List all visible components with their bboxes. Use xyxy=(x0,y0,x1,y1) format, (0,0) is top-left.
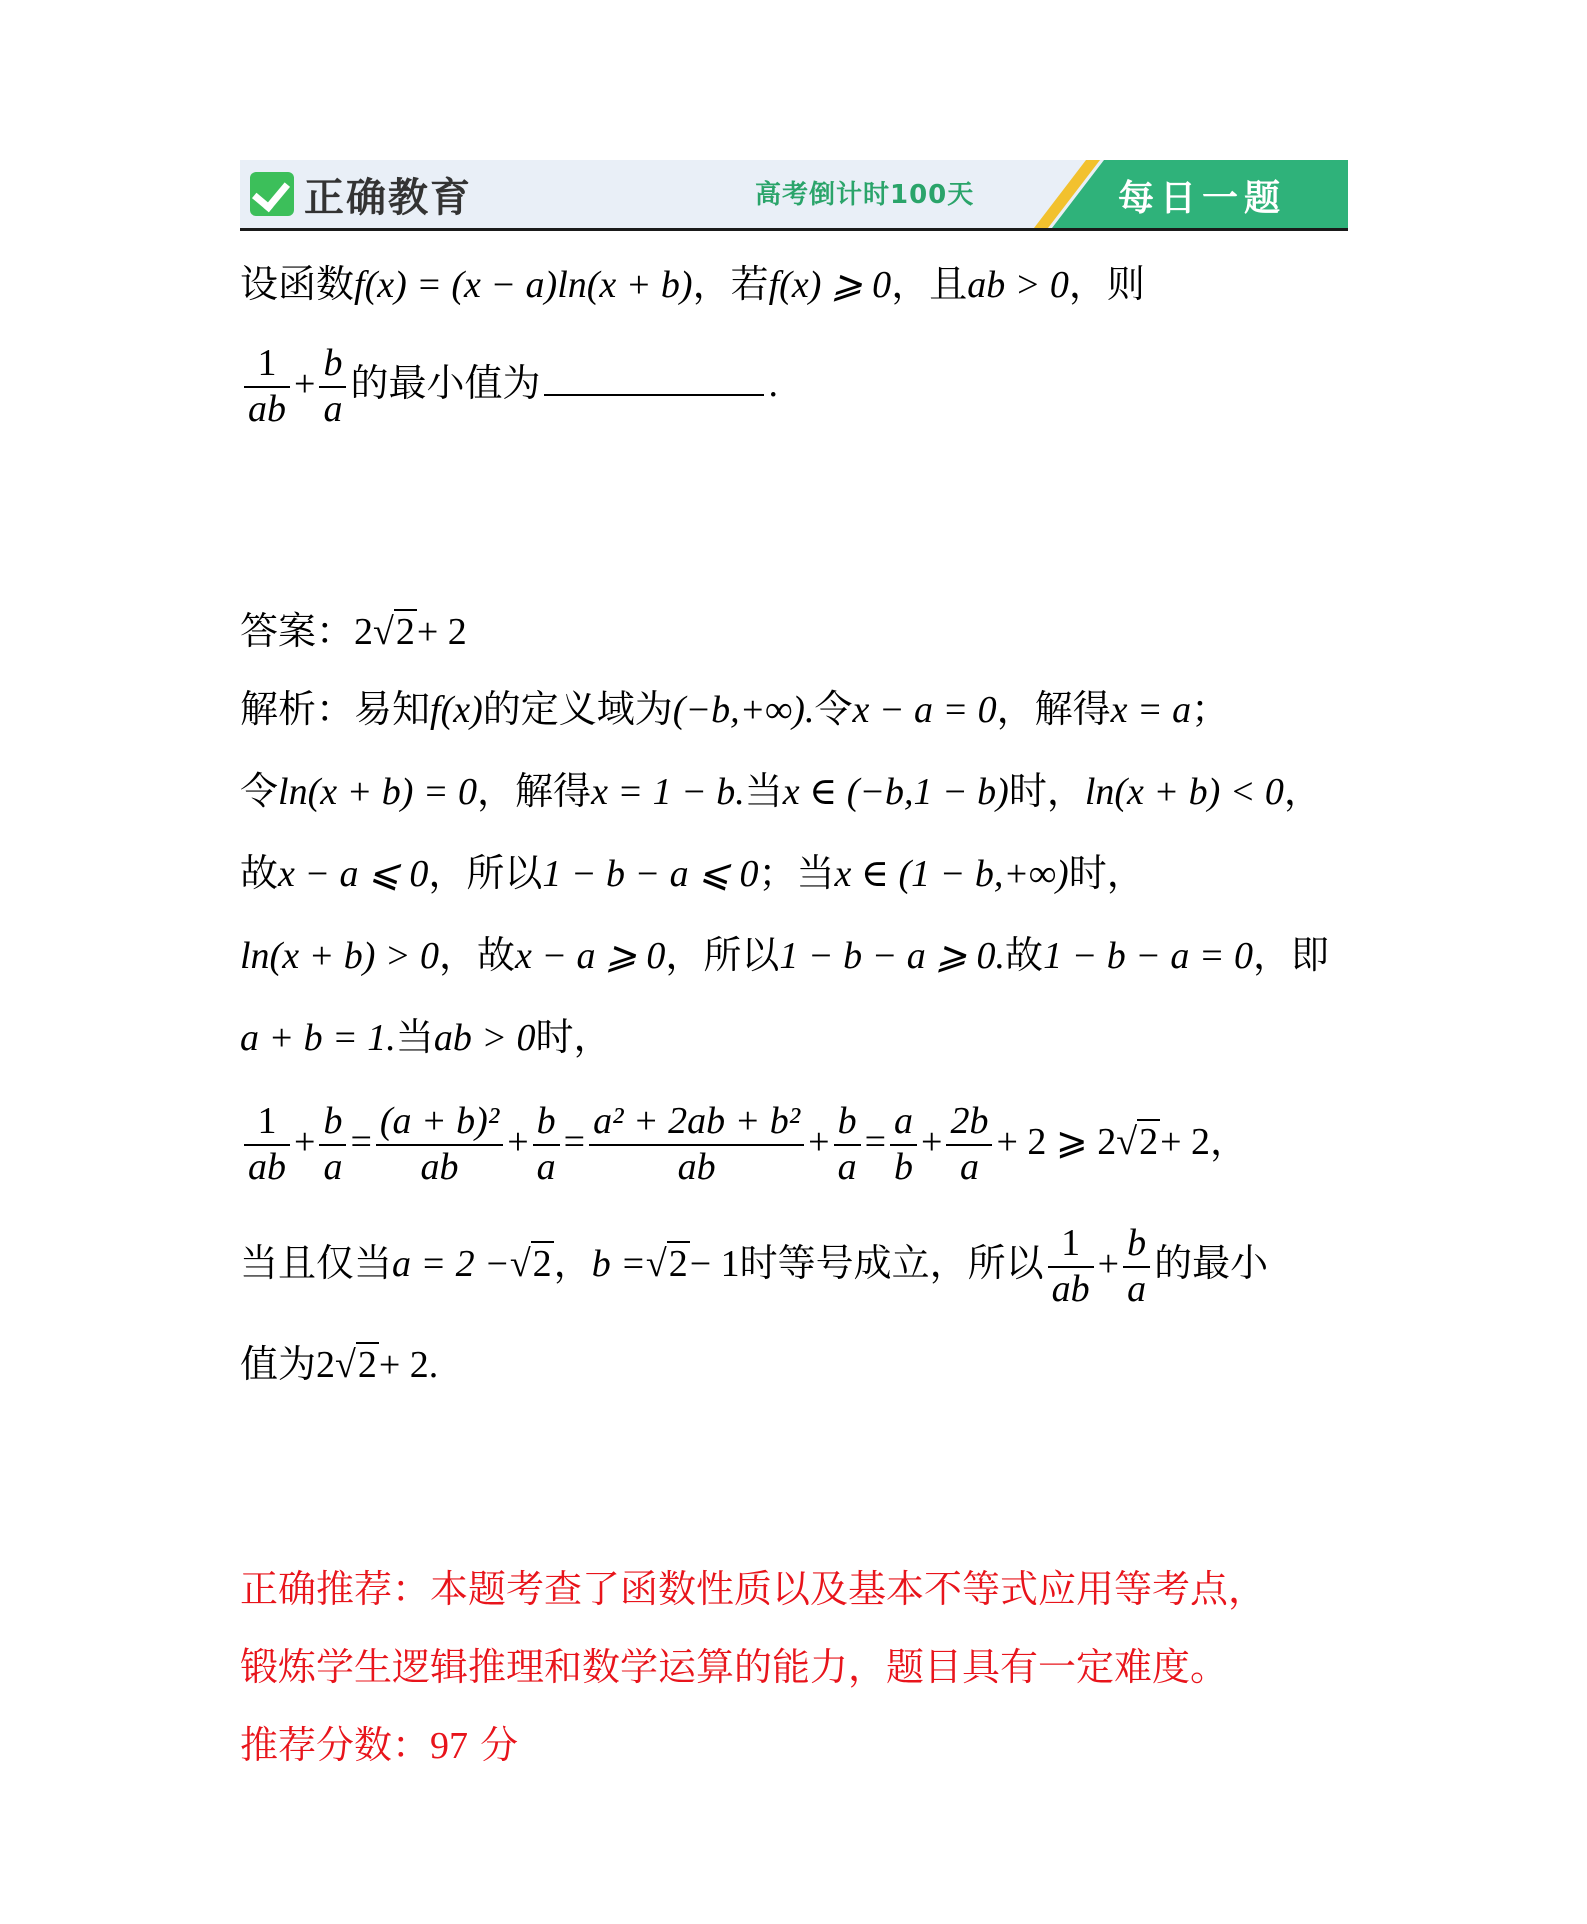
math-coef: 2 xyxy=(316,1344,336,1386)
math-inequality: 1 − b − a ⩽ 0 xyxy=(542,853,759,895)
analysis-line-7: 当且仅当a = 2 −√2，b =√2− 1时等号成立，所以 $\frac{1}{ab}$ + $\frac{b}{a}$ 的最小 xyxy=(240,1222,1269,1310)
fraction-one-over-ab xyxy=(244,342,290,431)
text-comma: ， xyxy=(1283,769,1322,813)
fraction xyxy=(376,1100,503,1189)
text-let: 令 xyxy=(240,769,279,813)
checkmark-icon xyxy=(250,172,294,216)
sqrt-symbol: √2 xyxy=(335,1344,377,1386)
math-eq: b = xyxy=(591,1243,646,1286)
math-eq: ln(x + b) = 0 xyxy=(278,771,478,813)
text-time: 时， xyxy=(1068,851,1145,895)
math-interval: x ∈ (1 − b,+∞) xyxy=(834,853,1069,895)
fraction-denominator: a xyxy=(323,387,343,430)
countdown-label: 高考倒计时100天 xyxy=(755,180,975,210)
fraction-b-over-a xyxy=(319,342,346,431)
score-label: 推荐分数： xyxy=(240,1723,431,1767)
score-unit: 分 xyxy=(468,1723,519,1767)
math-eq: 1 − b − a = 0 xyxy=(1043,935,1253,977)
text-hence: 故 xyxy=(240,851,279,895)
fraction-numerator: 2b xyxy=(946,1100,992,1146)
text-time: 时， xyxy=(1008,769,1085,813)
text-hence: 故 xyxy=(1005,933,1044,977)
question-and: ，且 xyxy=(891,262,968,306)
fraction-numerator: a² + 2ab + b² xyxy=(589,1100,804,1146)
sqrt-symbol: √2 xyxy=(645,1243,688,1286)
math-inequality: ln(x + b) < 0 xyxy=(1084,771,1284,813)
fraction xyxy=(1123,1222,1150,1311)
question-end: . xyxy=(768,363,778,406)
radicand: 2 xyxy=(357,1344,377,1386)
text-value-is: 值为 xyxy=(240,1342,317,1386)
fraction xyxy=(834,1100,861,1189)
fraction-numerator: 1 xyxy=(244,342,290,388)
fraction-denominator: ab xyxy=(420,1145,459,1188)
fraction-denominator: ab xyxy=(677,1145,716,1188)
math-inequality: 1 − b − a ⩾ 0. xyxy=(779,935,1006,977)
radicand: 2 xyxy=(668,1243,688,1286)
math-eq-tail: − 1 xyxy=(689,1243,740,1286)
fraction xyxy=(244,1100,290,1189)
math-interval: x ∈ (−b,1 − b) xyxy=(782,771,1009,813)
text-namely: ，即 xyxy=(1253,933,1330,977)
fraction-numerator: 1 xyxy=(244,1100,290,1146)
analysis-label: 解析：易知 xyxy=(240,687,431,731)
analysis-line-5 xyxy=(240,1015,612,1059)
fraction-denominator: a xyxy=(837,1145,857,1188)
fraction-numerator: 1 xyxy=(1048,1222,1094,1268)
fraction-numerator: b xyxy=(834,1100,861,1146)
fraction-denominator: ab xyxy=(248,1145,286,1188)
fraction-denominator: b xyxy=(894,1145,914,1188)
brand-name: 正确教育 xyxy=(304,174,472,221)
answer-tail: + 2 xyxy=(416,611,467,653)
fraction-denominator: a xyxy=(959,1145,979,1188)
question-line-2 xyxy=(240,342,778,431)
answer-coef: 2 xyxy=(354,611,374,653)
math-eq: a = 2 − xyxy=(392,1243,510,1286)
fraction xyxy=(533,1100,560,1189)
math-eq: x − a = 0 xyxy=(852,689,997,731)
text-when: 当 xyxy=(744,769,783,813)
text-minimum: 的最小 xyxy=(1154,1241,1269,1286)
analysis-line-8 xyxy=(240,1342,439,1386)
fraction-denominator: ab xyxy=(248,387,286,430)
math-solution: x = 1 − b. xyxy=(591,771,745,813)
math-tail: + 2 ⩾ 2 xyxy=(996,1121,1117,1164)
question-lead: 设函数 xyxy=(240,262,355,306)
recommend-line-2: 锻炼学生逻辑推理和数学运算的能力，题目具有一定难度。 xyxy=(240,1645,1229,1689)
text-so: ，所以 xyxy=(665,933,780,977)
fraction-numerator: a xyxy=(890,1100,917,1146)
fraction xyxy=(319,1100,346,1189)
math-condition: ab > 0 xyxy=(433,1017,536,1059)
answer-blank xyxy=(544,364,764,396)
text-when: 当 xyxy=(395,1015,434,1059)
text-iff: 当且仅当 xyxy=(240,1241,393,1286)
radicand: 2 xyxy=(532,1243,552,1286)
answer-label: 答案： xyxy=(240,609,355,653)
sqrt-symbol: √2 xyxy=(373,611,415,653)
radicand: 2 xyxy=(1139,1121,1159,1164)
recommend-line-1: 正确推荐：本题考查了函数性质以及基本不等式应用等考点， xyxy=(240,1567,1267,1611)
score-value: 97 xyxy=(430,1725,469,1767)
math-solution: x = a xyxy=(1110,689,1192,731)
question-if: ，若 xyxy=(692,262,769,306)
math-fx: f(x) xyxy=(430,689,483,731)
question-function: f(x) = (x − a)ln(x + b) xyxy=(354,264,693,306)
fraction xyxy=(890,1100,917,1189)
analysis-line-4 xyxy=(240,933,1330,977)
sqrt-symbol: √2 xyxy=(509,1243,552,1286)
fraction-denominator: a xyxy=(323,1145,343,1188)
ribbon-title: 每日一题 xyxy=(1118,178,1287,219)
analysis-line-2 xyxy=(240,769,1322,813)
fraction-denominator: a xyxy=(1127,1267,1147,1310)
analysis-line-1 xyxy=(240,687,1230,731)
fraction-denominator: a xyxy=(536,1145,556,1188)
math-domain: (−b,+∞). xyxy=(672,689,815,731)
plus-sign: + xyxy=(294,363,316,406)
math-end: + 2， xyxy=(1160,1121,1249,1164)
header-banner xyxy=(240,160,1348,231)
fraction xyxy=(1048,1222,1094,1311)
analysis-line-3 xyxy=(240,851,1145,895)
text-so: ，所以 xyxy=(428,851,543,895)
text-equality: 时等号成立，所以 xyxy=(739,1241,1044,1286)
brand-logo xyxy=(250,168,472,220)
text-hence: ，故 xyxy=(439,933,516,977)
text-let: 令 xyxy=(814,687,853,731)
analysis-line-6: $\frac{1}{ab}$ + $\frac{b}{a}$ = $\frac{\text{(a + b)²}}{ab}$ + $\frac{b}{a}$ = $\frac{\text{a² + 2ab + b²}}{ab}$ + $\frac{b}{a}$ = $\frac{a}{b}$ + $\frac{2b}{a}$ + 2 ⩾ 2√2+ 2， xyxy=(240,1100,1248,1189)
math-eq: a + b = 1. xyxy=(240,1017,396,1059)
question-condition-2: ab > 0 xyxy=(967,264,1069,306)
text-semicolon: ； xyxy=(1191,687,1230,731)
question-condition-1: f(x) ⩾ 0 xyxy=(768,264,892,306)
fraction-numerator: b xyxy=(533,1100,560,1146)
sqrt-symbol: √2 xyxy=(1116,1121,1159,1164)
daily-question-ribbon xyxy=(1008,160,1348,228)
math-inequality: ln(x + b) > 0 xyxy=(240,935,440,977)
question-ask: 的最小值为 xyxy=(350,361,541,406)
text-comma: ， xyxy=(553,1241,592,1286)
question-line-1 xyxy=(240,262,1145,306)
math-inequality: x − a ⩽ 0 xyxy=(278,853,429,895)
text-solve: ，解得 xyxy=(996,687,1111,731)
fraction-numerator: (a + b)² xyxy=(376,1100,503,1146)
fraction-denominator: ab xyxy=(1051,1267,1090,1310)
fraction xyxy=(946,1100,992,1189)
fraction-numerator: b xyxy=(319,1100,346,1146)
math-inequality: x − a ⩾ 0 xyxy=(515,935,666,977)
fraction-numerator: b xyxy=(319,342,346,388)
answer-line xyxy=(240,609,467,653)
text-solve: ，解得 xyxy=(477,769,592,813)
text-time: 时， xyxy=(535,1015,612,1059)
fraction-numerator: b xyxy=(1123,1222,1150,1268)
text-when: ；当 xyxy=(758,851,835,895)
question-then: ，则 xyxy=(1068,262,1145,306)
math-tail: + 2. xyxy=(378,1344,439,1386)
text-domain: 的定义域为 xyxy=(482,687,673,731)
fraction xyxy=(589,1100,804,1189)
radicand: 2 xyxy=(395,611,415,653)
recommend-score-line xyxy=(240,1723,519,1767)
